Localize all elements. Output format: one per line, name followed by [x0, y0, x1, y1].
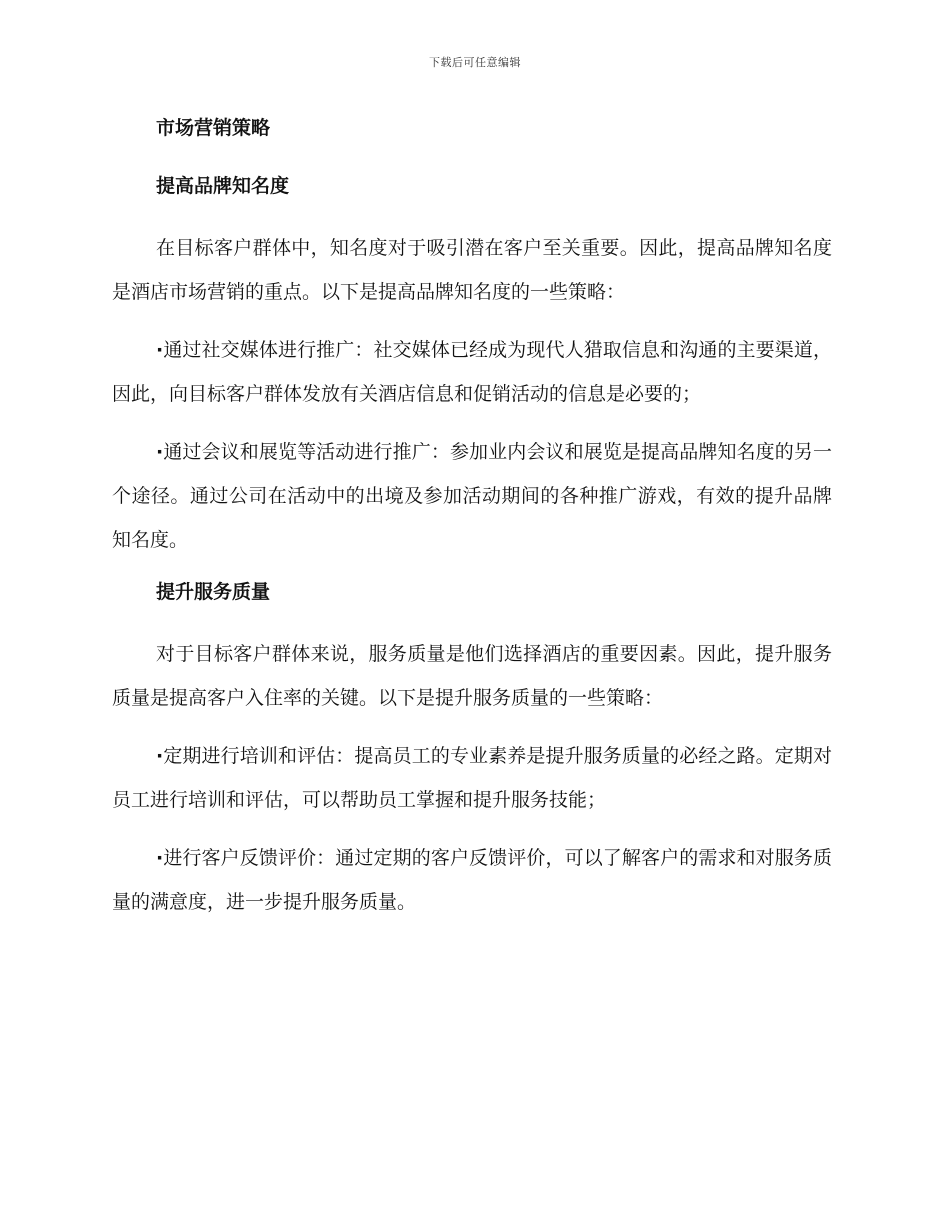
section-intro-brand-awareness: 在目标客户群体中，知名度对于吸引潜在客户至关重要。因此，提高品牌知名度是酒店市场营销的重点。以下是提高品牌知名度的一些策略： [112, 237, 832, 303]
bullet-marker: · [156, 441, 164, 463]
bullet-item-social-media [112, 328, 832, 416]
section-intro-service-quality: 对于目标客户群体来说，服务质量是他们选择酒店的重要因素。因此，提升服务质量是提高客户入住率的关键。以下是提升服务质量的一些策略： [112, 643, 832, 709]
bullet-text: 定期进行培训和评估：提高员工的专业素养是提升服务质量的必经之路。定期对员工进行培训和评估，可以帮助员工掌握和提升服务技能； [112, 745, 832, 811]
document-body [112, 112, 832, 938]
section-heading-service-quality: 提升服务质量 [156, 581, 271, 603]
bullet-marker: · [156, 339, 164, 361]
section-heading-brand-awareness: 提高品牌知名度 [156, 175, 290, 197]
bullet-text: 通过社交媒体进行推广：社交媒体已经成为现代人猎取信息和沟通的主要渠道，因此，向目标客户群体发放有关酒店信息和促销活动的信息是必要的； [112, 339, 832, 405]
bullet-text: 进行客户反馈评价：通过定期的客户反馈评价，可以了解客户的需求和对服务质量的满意度，进一步提升服务质量。 [112, 847, 832, 913]
bullet-item-training [112, 734, 832, 822]
header-note: 下载后可任意编辑 [429, 56, 521, 69]
bullet-marker: · [156, 847, 164, 869]
bullet-text: 通过会议和展览等活动进行推广：参加业内会议和展览是提高品牌知名度的另一个途径。通过公司在活动中的出境及参加活动期间的各种推广游戏，有效的提升品牌知名度。 [112, 441, 832, 551]
document-title: 市场营销策略 [156, 117, 271, 139]
bullet-marker: · [156, 745, 164, 767]
bullet-item-feedback [112, 836, 832, 924]
bullet-item-conferences [112, 430, 832, 562]
